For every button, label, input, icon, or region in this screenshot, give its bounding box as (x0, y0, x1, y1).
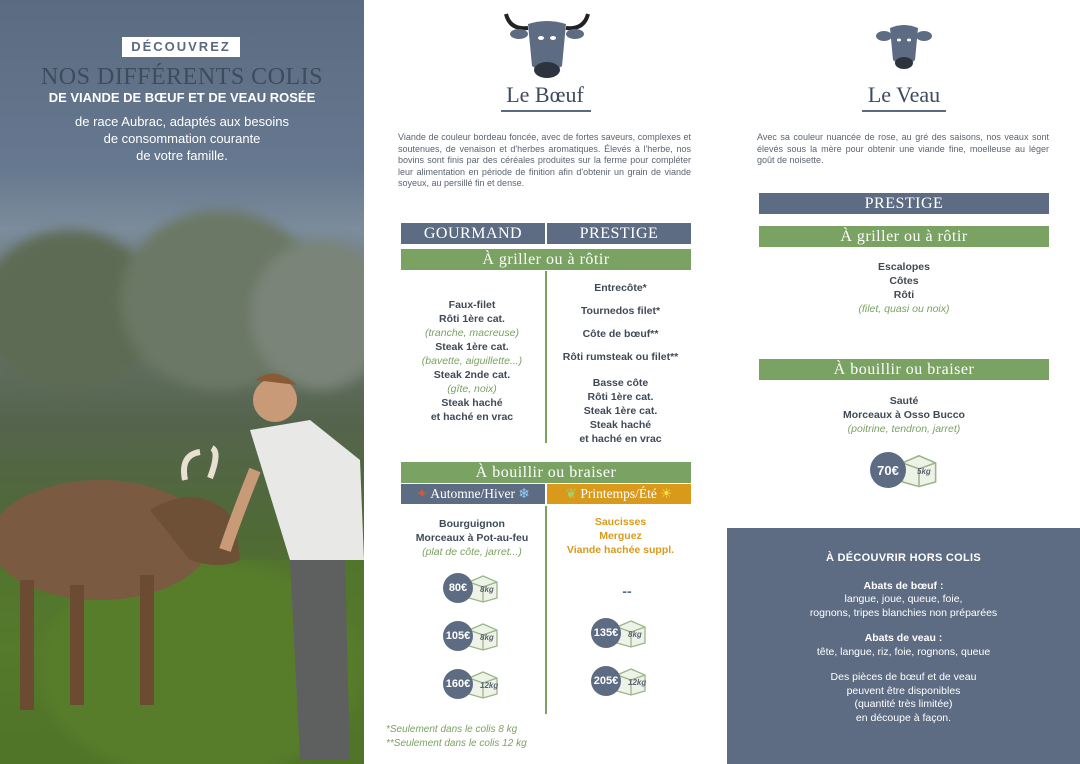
list-item: Côtes (889, 275, 919, 287)
list-item: (filet, quasi ou noix) (858, 303, 950, 315)
intro-line: de votre famille. (136, 148, 228, 163)
printemps-list (548, 515, 693, 557)
season-printemps-label: Printemps/Été (580, 486, 657, 501)
abats-veau (727, 632, 1080, 659)
list-item: Merguez (599, 530, 642, 542)
list-item: Entrecôte* (594, 282, 647, 294)
list-item: Steak 2nde cat. (433, 369, 511, 381)
note-12kg: **Seulement dans le colis 12 kg (386, 738, 527, 749)
header-gourmand: GOURMAND (401, 223, 545, 244)
list-item: (gîte, noix) (447, 383, 497, 395)
boeuf-description: Viande de couleur bordeau foncée, avec de fortes saveurs, complexes et soutenues, de venaison et d'herbes aromatiques. Élevés à l'herbe, nos bovins sont finis par des céréales produites sur la ferme pour compléter leur alimentation en période de finition afin d'obtenir un grain de viande soyeux, au persillé fin et dense. (398, 132, 691, 188)
price-value: 160€ (443, 669, 473, 699)
price-value: 135€ (591, 618, 621, 648)
list-item: (poitrine, tendron, jarret) (847, 423, 961, 435)
abats-boeuf (727, 580, 1080, 621)
intro-subtitle: DE VIANDE DE BŒUF ET DE VEAU ROSÉE (48, 90, 316, 105)
price-prestige-12kg (591, 666, 647, 696)
veau-bouillir-bar: À bouillir ou braiser (759, 359, 1049, 380)
list-item: et haché en vrac (579, 433, 662, 445)
prestige-top-list (548, 277, 693, 369)
veau-bouillir-list (759, 394, 1049, 436)
list-item: Escalopes (878, 261, 930, 273)
boeuf-title: Le Bœuf (506, 82, 584, 107)
veau-prestige-bar: PRESTIGE (759, 193, 1049, 214)
list-item: Rôti 1ère cat. (439, 313, 505, 325)
price-gourmand-12kg (443, 669, 499, 699)
sun-icon: ☀ (660, 486, 673, 501)
list-item: Rôti rumsteak ou filet** (562, 351, 679, 363)
intro-line: de race Aubrac, adaptés aux besoins (75, 114, 289, 129)
list-item: Viande hachée suppl. (566, 544, 675, 556)
list-item: Basse côte (592, 377, 649, 389)
gourmand-griller-list (401, 298, 543, 424)
hors-colis-panel (727, 528, 1080, 764)
boeuf-griller-bar: À griller ou à rôtir (401, 249, 691, 270)
extra-line: (quantité très limitée) (854, 698, 953, 710)
abats-veau-title: Abats de veau : (864, 632, 943, 644)
list-item: Steak 1ère cat. (583, 405, 658, 417)
veau-griller-list (759, 260, 1049, 316)
header-prestige: PRESTIGE (547, 223, 691, 244)
price-kg: 8kg (480, 585, 494, 594)
veau-description: Avec sa couleur nuancée de rose, au gré des saisons, nos veaux sont élevés sous la mère pour obtenir une viande fine, moelleuse au léger goût de noisette. (757, 132, 1049, 165)
intro-line: de consommation courante (103, 131, 261, 146)
price-value: 70€ (870, 452, 906, 488)
abats-line: langue, joue, queue, foie, (844, 593, 963, 605)
price-veau-5kg (870, 452, 938, 488)
hors-colis-title: À DÉCOUVRIR HORS COLIS (825, 552, 982, 564)
list-item: Steak haché (589, 419, 652, 431)
leaf-icon: ❦ (565, 486, 577, 501)
list-item: (plat de côte, jarret...) (422, 546, 522, 558)
list-item: Côte de bœuf** (582, 328, 659, 340)
extra-line: en découpe à façon. (855, 711, 952, 724)
abats-line: rognons, tripes blanchies non préparées (809, 606, 998, 619)
price-gourmand-8kg (443, 573, 499, 603)
maple-leaf-icon: ✦ (416, 486, 428, 501)
boeuf-bouillir-bar: À bouillir ou braiser (401, 462, 691, 483)
note-8kg: *Seulement dans le colis 8 kg (386, 724, 518, 735)
column-divider-2 (545, 506, 547, 714)
list-item: Sauté (889, 395, 919, 407)
list-item: Saucisses (594, 516, 647, 528)
intro-text (0, 113, 364, 164)
list-item: Steak haché (441, 397, 503, 409)
list-item: (bavette, aiguillette...) (421, 355, 523, 367)
season-automne-label: Automne/Hiver (430, 486, 515, 501)
price-value: 205€ (591, 666, 621, 696)
farmer-cow-photo (0, 360, 364, 764)
veau-title: Le Veau (867, 82, 941, 107)
list-item: Rôti 1ère cat. (587, 391, 654, 403)
abats-line: tête, langue, riz, foie, rognons, queue (816, 645, 991, 658)
snowflake-icon: ❄ (518, 486, 530, 501)
column-divider (545, 271, 547, 443)
price-value: 80€ (443, 573, 473, 603)
season-automne (401, 484, 545, 504)
intro-panel (0, 0, 364, 764)
price-kg: 5kg (917, 467, 931, 476)
season-printemps (547, 484, 691, 504)
calf-head-icon (876, 22, 932, 72)
list-item: Bourguignon (439, 518, 505, 530)
abats-boeuf-title: Abats de bœuf : (863, 579, 944, 592)
prestige-dash: -- (622, 583, 632, 599)
extra-line: Des pièces de bœuf et de veau (830, 671, 977, 683)
price-kg: 12kg (480, 681, 499, 690)
list-item: Tournedos filet* (580, 305, 661, 317)
prestige-bottom-list (548, 376, 693, 446)
extra-pieces (727, 671, 1080, 725)
list-item: et haché en vrac (430, 411, 514, 423)
price-kg: 8kg (628, 630, 642, 639)
veau-griller-bar: À griller ou à rôtir (759, 226, 1049, 247)
extra-line: peuvent être disponibles (846, 684, 961, 697)
list-item: Morceaux à Osso Bucco (843, 409, 965, 421)
list-item: Faux-filet (448, 299, 496, 311)
intro-title: NOS DIFFÉRENTS COLIS (40, 64, 324, 90)
automne-list (401, 517, 543, 559)
price-kg: 12kg (628, 678, 647, 687)
list-item: Rôti (893, 289, 915, 301)
price-kg: 8kg (480, 633, 494, 642)
price-gourmand-8kg-b (443, 621, 499, 651)
badge-decouvrez: DÉCOUVREZ (122, 37, 240, 57)
boeuf-title-rule (501, 110, 591, 112)
price-value: 105€ (443, 621, 473, 651)
list-item: Morceaux à Pot-au-feu (415, 532, 529, 544)
veau-title-rule (862, 110, 946, 112)
list-item: Steak 1ère cat. (435, 341, 509, 353)
price-prestige-8kg (591, 618, 647, 648)
bull-head-icon (502, 8, 592, 80)
list-item: (tranche, macreuse) (425, 327, 519, 339)
